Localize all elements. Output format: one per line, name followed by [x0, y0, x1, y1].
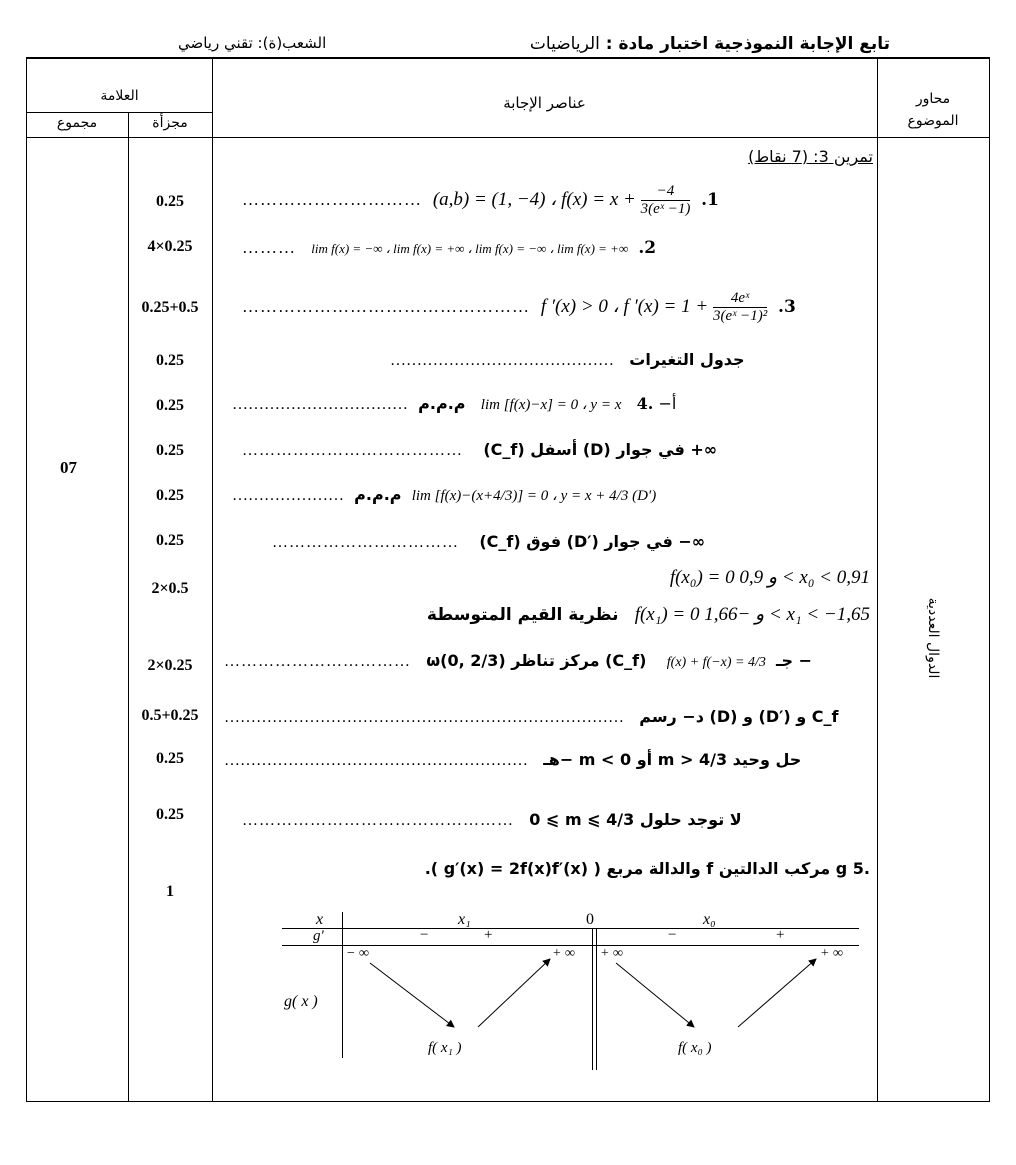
vt-x-label: x [316, 911, 324, 928]
vt-plus-inf-a: + ∞ [552, 946, 575, 961]
total-header: مجموع [56, 115, 98, 131]
total-score: 07 [60, 458, 77, 477]
axis-name: الدوال العددية [925, 597, 941, 679]
grade-11: 0.5+0.25 [141, 707, 199, 724]
vt-arrow-up-2 [738, 959, 816, 1027]
item-4a-position: ………………………………… (C_f) أسفل (D) في جوار +∞ [242, 440, 718, 459]
exercise-title: تمرين 3: (7 نقاط) [748, 147, 873, 166]
vt-x0: x₀ [703, 911, 716, 928]
item-variations: …………………………………… جدول التغيرات [390, 350, 745, 369]
vt-x1: x₁ [458, 911, 471, 928]
header-stream: الشعب(ة): تقني رياضي [178, 34, 327, 52]
item-4d: …………………………… ω(0, 2/3) مركز تناظر (C_f) f(x) + f(−x) = 4/3 جـ − [224, 651, 813, 670]
header-title: تابع الإجابة النموذجية اختبار مادة : الرياضيات [529, 34, 890, 54]
vt-fx0: f( x₀ ) [678, 1040, 712, 1056]
grade-8: 0.25 [156, 532, 184, 549]
grade-9: 2×0.5 [151, 580, 189, 597]
grade-13: 0.25 [156, 806, 184, 823]
item-3: ………………………………………… f ′(x) > 0 ، f ′(x) = 1 + $\frac{\text{4eˣ}}{\text{3(eˣ −1)²}}$ .3 [242, 290, 796, 324]
grade-12: 0.25 [156, 750, 184, 767]
vt-sign-2: + [484, 927, 493, 943]
item-1: ………………………… (a,b) = (1, −4) ، f(x) = x + $\frac{-4}{\text{3(eˣ −1)}}$ .1 [242, 183, 719, 217]
item-4c-x1: نظرية القيم المتوسطة f(x₁) = 0 و −1,66 < x₁ < −1,65 [426, 604, 870, 625]
vt-arrow-up-1 [478, 959, 550, 1027]
vt-sign-1: − [420, 927, 429, 943]
vt-sign-3: − [668, 927, 677, 943]
vt-arrow-down-2 [616, 963, 694, 1027]
grade-6: 0.25 [156, 442, 184, 459]
grade-7: 0.25 [156, 487, 184, 504]
vt-minus-inf: − ∞ [346, 946, 369, 961]
vt-fx1: f( x₁ ) [428, 1040, 462, 1056]
item-4b: ………………… م.م.م lim [f(x)−(x+4/3)] = 0 ، y = x + 4/3 (D′) [232, 485, 657, 504]
grade-3: 0.25+0.5 [141, 299, 199, 316]
vt-zero: 0 [586, 911, 594, 928]
item-4a: …………………………… م.م.م lim [f(x)−x] = 0 ، y = x أ− .4 [232, 394, 677, 413]
axes-header: محاور الموضوع [907, 91, 959, 129]
vt-gp-label: g′ [313, 928, 324, 944]
grade-14: 1 [166, 883, 174, 900]
vt-plus-inf-c: + ∞ [820, 946, 843, 961]
answers-header: عناصر الإجابة [503, 94, 586, 112]
vt-arrows [282, 945, 862, 1045]
grade-header: العلامة [100, 88, 139, 104]
item-2: ……… lim f(x) = −∞ ، lim f(x) = +∞ ، lim f(x) = −∞ ، lim f(x) = +∞ .2 [242, 238, 657, 258]
item-4g: ………………………………………… 0 ⩽ m ⩽ 4/3 لا توجد حلول [242, 810, 742, 829]
vt-g-label: g( x ) [284, 993, 318, 1010]
vt-sign-4: + [776, 927, 785, 943]
vt-arrow-down-1 [370, 963, 454, 1027]
item-4e: ………………………………………………………………… د− رسم (D) و (D′) و C_f [224, 707, 839, 726]
grade-1: 0.25 [156, 193, 184, 210]
grade-10: 2×0.25 [147, 657, 193, 674]
vt-plus-inf-b: + ∞ [600, 946, 623, 961]
grade-4: 0.25 [156, 352, 184, 369]
grade-2: 4×0.25 [147, 238, 193, 255]
item-5: .5 g مركب الدالتين f والدالة مربع ( g′(x) = 2f(x)f′(x) ). [424, 859, 870, 878]
partial-header: مجزأة [152, 115, 188, 131]
grade-5: 0.25 [156, 397, 184, 414]
item-4f: ………………………………………………… هـ− m < 0 أو m > 4/3 حل وحيد [224, 750, 802, 769]
item-4b-position: …………………………… (C_f) فوق (D′) في جوار −∞ [272, 532, 706, 551]
item-4c-x0: f(x₀) = 0 و 0,9 < x₀ < 0,91 [669, 567, 870, 588]
